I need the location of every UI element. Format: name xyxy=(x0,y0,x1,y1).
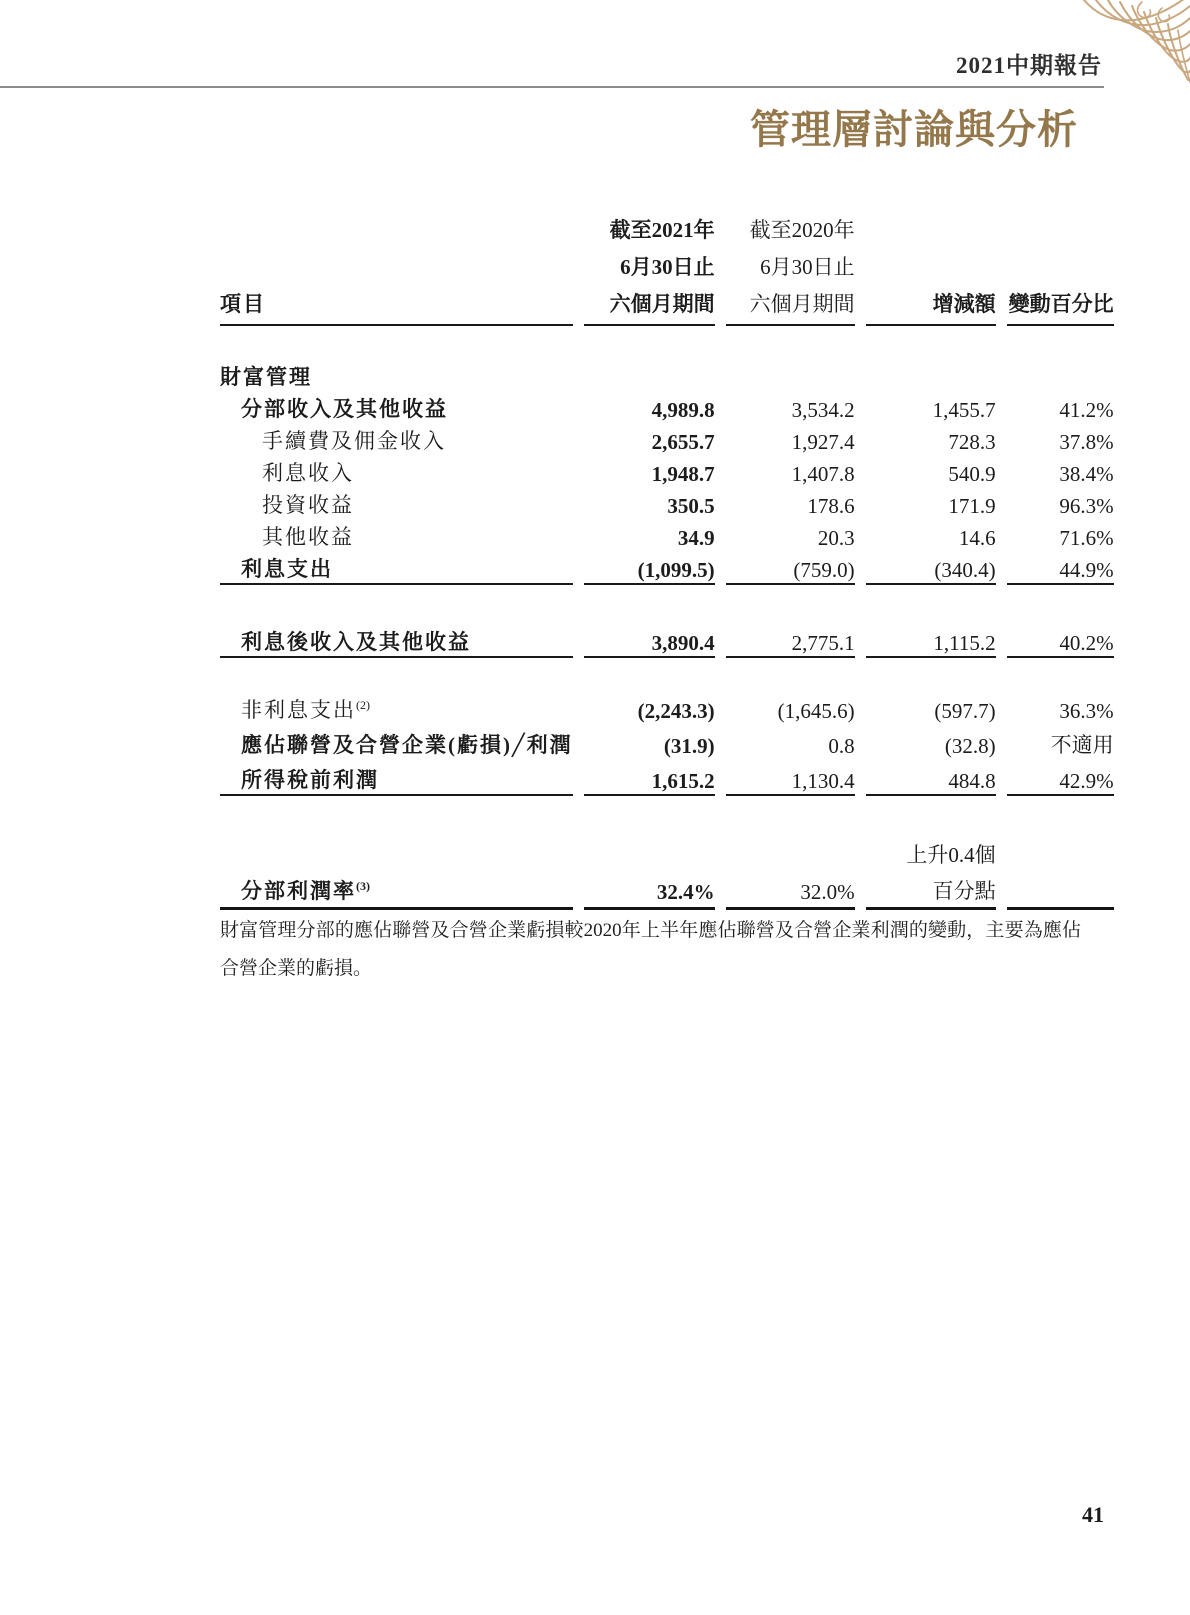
footnote-marker-2: (2) xyxy=(356,698,370,712)
col-2021-header-line3: 六個月期間 xyxy=(584,281,715,326)
col-2020-header-line2: 6月30日止 xyxy=(760,255,855,279)
table-row-other-income: 其他收益 34.9 20.3 14.6 71.6% xyxy=(262,525,1114,550)
col-change-header: 增減額 xyxy=(866,281,996,326)
table-row-wealth-management: 財富管理 xyxy=(220,365,312,389)
footnote-marker-3: (3) xyxy=(356,879,370,893)
col-2021-header-line2: 6月30日止 xyxy=(620,255,715,279)
table-row-margin-change-line1 xyxy=(220,838,1114,869)
table-row-interest-expense: 利息支出 (1,099.5) (759.0) (340.4) 44.9% xyxy=(220,551,1114,585)
table-row-income-after-interest: 利息後收入及其他收益 3,890.4 2,775.1 1,115.2 40.2% xyxy=(220,619,1114,658)
wave-pattern-icon xyxy=(1050,0,1190,85)
col-2020-header-line3: 六個月期間 xyxy=(726,281,855,326)
col-2020-header-line1: 截至2020年 xyxy=(749,218,855,242)
table-row-interest-income: 利息收入 1,948.7 1,407.8 540.9 38.4% xyxy=(262,461,1114,486)
table-row-profit-before-tax: 所得稅前利潤 1,615.2 1,130.4 484.8 42.9% xyxy=(220,759,1114,796)
table-header-row-1 xyxy=(220,207,1114,244)
table-row-non-interest-expense: 非利息支出$^{(2)}$ (2,243.3) (1,645.6) (597.7) 36.3% xyxy=(241,698,1114,723)
spacer-row xyxy=(220,585,1114,619)
page-number: 41 xyxy=(1082,1502,1104,1527)
footnote-paragraph: 財富管理分部的應佔聯營及合營企業虧損較2020年上半年應佔聯營及合營企業利潤的變動，主要為應佔合營企業的虧損。 xyxy=(220,920,1081,979)
table-row-segment-revenue: 分部收入及其他收益 4,989.8 3,534.2 1,455.7 41.2% xyxy=(241,397,1114,422)
segment-results-table xyxy=(209,207,1125,910)
margin-change-line1: 上升0.4個 xyxy=(906,843,996,867)
col-pct-header: 變動百分比 xyxy=(1007,281,1114,326)
wave-ornament xyxy=(1050,0,1190,85)
col-2021-header-line1: 截至2021年 xyxy=(609,218,715,242)
spacer-row xyxy=(220,326,1114,359)
report-title: 2021中期報告 xyxy=(956,53,1102,78)
table-header-row-2 xyxy=(220,244,1114,281)
table-row-segment-margin: 分部利潤率$^{(3)}$ 32.4% 32.0% 百分點 xyxy=(220,869,1114,910)
table-header-row-3 xyxy=(220,281,1114,326)
spacer-row xyxy=(220,796,1114,838)
spacer-row xyxy=(220,658,1114,689)
col-item-header: 項目 xyxy=(220,281,573,326)
table-row-fee-commission-income: 手續費及佣金收入 2,655.7 1,927.4 728.3 37.8% xyxy=(262,429,1114,454)
page-title: 管理層討論與分析 xyxy=(750,107,1078,152)
table-row-investment-income: 投資收益 350.5 178.6 171.9 96.3% xyxy=(262,493,1114,518)
margin-change-line2: 百分點 xyxy=(866,869,996,910)
table-row-share-of-associates-jv: 應佔聯營及合營企業(虧損)╱利潤 (31.9) 0.8 (32.8) 不適用 xyxy=(241,733,1114,758)
header-bar xyxy=(0,0,1104,88)
